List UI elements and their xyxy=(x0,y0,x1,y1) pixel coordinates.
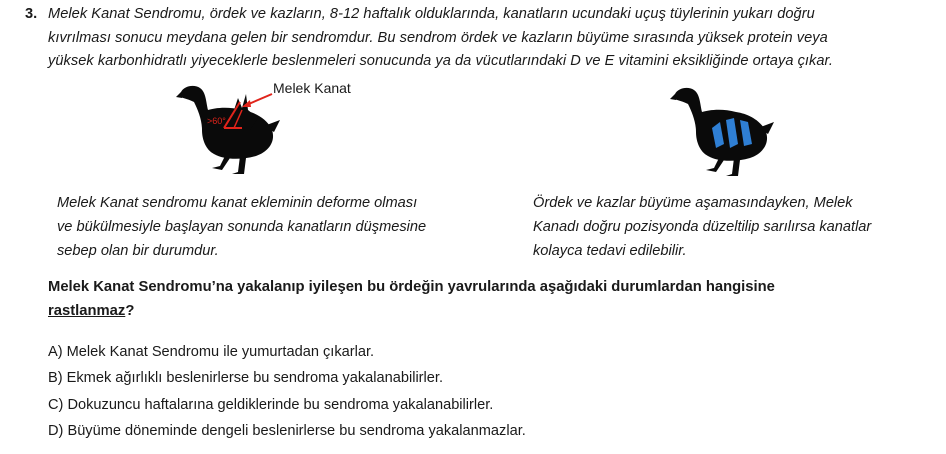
right-caption-line-2: Kanadı doğru pozisyonda düzeltilip sarılırsa kanatlar xyxy=(533,219,872,235)
intro-line-1: Melek Kanat Sendromu, ördek ve kazların, 8-12 haftalık olduklarında, kanatların ucundaki uçuş tüylerinin yukarı doğru xyxy=(48,6,815,22)
question-stem-line-2 xyxy=(48,303,134,319)
option-b[interactable]: B) Ekmek ağırlıklı beslenirlerse bu sendroma yakalanabilirler. xyxy=(48,370,444,386)
intro-line-3: yüksek karbonhidratlı yiyeceklerle beslenmeleri sonucunda ya da vücutlarındaki D ve E vitamini eksikliğinde ortaya çıkar. xyxy=(48,53,834,69)
right-caption-line-3: kolayca tedavi edilebilir. xyxy=(533,243,687,259)
left-caption-line-3: sebep olan bir durumdur. xyxy=(57,243,219,259)
angle-label: >60° xyxy=(207,116,226,126)
right-caption-line-1: Ördek ve kazlar büyüme aşamasındayken, Melek xyxy=(533,195,853,211)
question-stem-line-1: Melek Kanat Sendromu’na yakalanıp iyileşen bu ördeğin yavrularında aşağıdaki durumlardan hangisine xyxy=(48,279,775,295)
option-a[interactable]: A) Melek Kanat Sendromu ile yumurtadan çıkarlar. xyxy=(48,344,375,360)
left-caption-line-2: ve bükülmesiyle başlayan sonunda kanatların düşmesine xyxy=(57,219,427,235)
option-d[interactable]: D) Büyüme döneminde dengeli beslenirlerse bu sendroma yakalanmazlar. xyxy=(48,423,526,439)
stem-end: ? xyxy=(125,303,135,319)
option-c[interactable]: C) Dokuzuncu haftalarına geldiklerinde bu sendroma yakalanabilirler. xyxy=(48,397,494,413)
figure-label-melek-kanat: Melek Kanat xyxy=(273,80,351,96)
question-number: 3. xyxy=(25,6,38,22)
left-caption-line-1: Melek Kanat sendromu kanat ekleminin deforme olması xyxy=(57,195,418,211)
duck-bandaged-wing-icon xyxy=(670,82,790,177)
stem-underlined-word: rastlanmaz xyxy=(48,303,126,319)
intro-line-2: kıvrılması sonucu meydana gelen bir sendromdur. Bu sendrom ördek ve kazların büyüme sırasında yüksek protein veya xyxy=(48,30,828,46)
